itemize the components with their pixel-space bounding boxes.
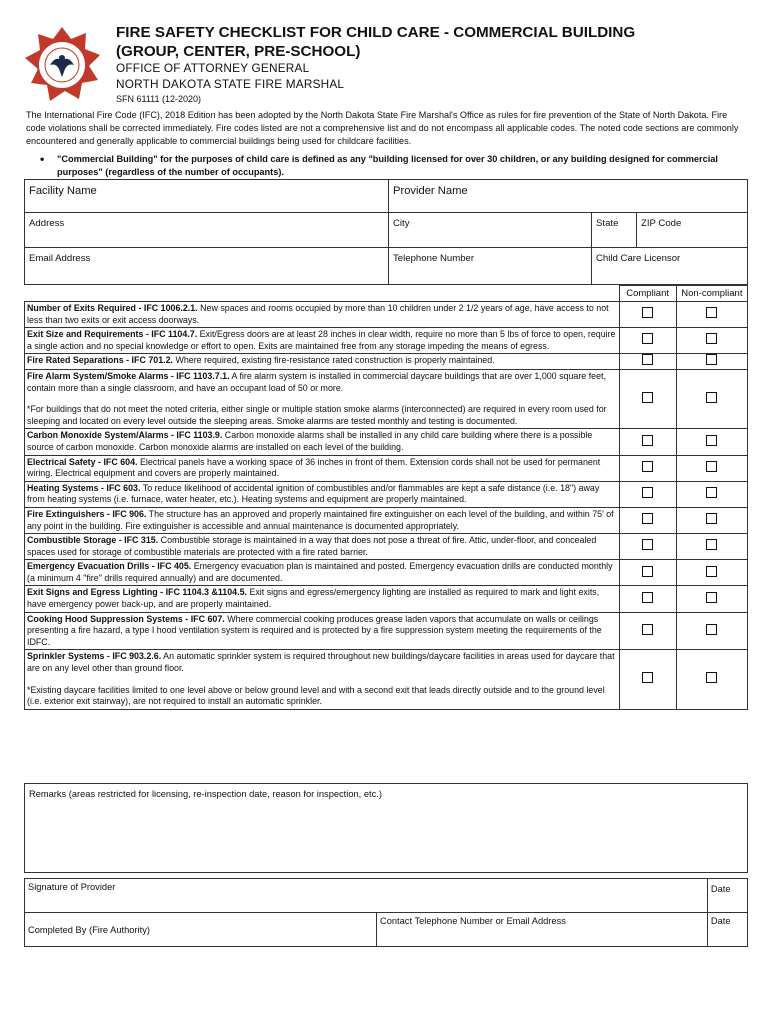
compliant-header: Compliant [619,286,676,302]
checklist-item-text [25,612,620,650]
non-compliant-cell [676,612,747,650]
non-compliant-cell [676,455,747,481]
compliant-cell [619,586,676,612]
compliant-checkbox[interactable] [642,307,653,318]
checklist-item-text [25,650,620,709]
non-compliant-cell [676,534,747,560]
checklist-item-title: Cooking Hood Suppression Systems - IFC 607. [27,613,225,624]
provider-date-label: Date [710,884,731,894]
checklist-item-title: Carbon Monoxide System/Alarms - IFC 1103.9. [27,430,223,441]
checklist-item-text [25,534,620,560]
non-compliant-checkbox[interactable] [706,487,717,498]
facility-name-label: Facility Name [29,185,97,197]
email-field[interactable] [25,248,389,285]
authority-date-field[interactable] [707,913,747,947]
checklist-item-text [25,481,620,507]
non-compliant-header: Non-compliant [676,286,747,302]
checklist-item-title: Number of Exits Required - IFC 1006.2.1. [27,303,198,313]
compliant-checkbox[interactable] [642,487,653,498]
checklist-item-description: Where required, existing fire-resistance rated construction is properly maintained. [173,355,495,366]
checklist-item-title: Fire Extinguishers - IFC 906. [27,508,147,519]
compliant-cell [619,650,676,709]
fire-marshal-seal-icon [22,25,102,105]
checklist-row [25,455,748,481]
remarks-label: Remarks (areas restricted for licensing, re-inspection date, reason for inspection, etc.) [29,789,382,799]
non-compliant-checkbox[interactable] [706,592,717,603]
checklist-item-title: Fire Alarm System/Smoke Alarms - IFC 1103.7.1. [27,370,230,381]
checklist-item-text [25,455,620,481]
compliant-checkbox[interactable] [642,624,653,635]
non-compliant-checkbox[interactable] [706,354,717,365]
checklist-row [25,650,748,709]
address-field[interactable] [25,213,389,248]
non-compliant-checkbox[interactable] [706,392,717,403]
compliant-checkbox[interactable] [642,435,653,446]
provider-name-label: Provider Name [393,185,468,197]
non-compliant-cell [676,302,747,328]
city-field[interactable] [389,213,592,248]
checklist-item-text [25,302,620,328]
checklist-item-description: Carbon monoxide alarms shall be installed in any child care building where there is a possible source of carbon monoxide. Carbon monoxide alarms are installed on each level of the building. [27,430,593,452]
compliant-cell [619,507,676,533]
compliant-cell [619,369,676,428]
compliant-cell [619,534,676,560]
compliant-checkbox[interactable] [642,333,653,344]
compliant-cell [619,302,676,328]
compliant-checkbox[interactable] [642,566,653,577]
checklist-item-description: New spaces and rooms occupied by more than 10 children under 2 1/2 years of age, have access to not less than two exits or exit access doorways. [27,303,609,325]
non-compliant-cell [676,560,747,586]
non-compliant-checkbox[interactable] [706,307,717,318]
non-compliant-checkbox[interactable] [706,435,717,446]
contact-field[interactable] [377,913,708,947]
checklist-row [25,429,748,455]
telephone-field[interactable] [389,248,592,285]
city-label: City [393,218,410,229]
compliant-cell [619,328,676,354]
definition-text: "Commercial Building" for the purposes of child care is defined as any "building licensed for over 30 children, or any building designed for commercial purposes" (regardless of the number of occupants). [57,154,718,177]
zip-field[interactable] [637,213,748,248]
completed-by-field[interactable] [25,913,377,947]
completed-by-label: Completed By (Fire Authority) [28,924,150,935]
email-label: Email Address [29,253,91,264]
title-line-1: FIRE SAFETY CHECKLIST FOR CHILD CARE - COMMERCIAL BUILDING [116,24,636,41]
checklist-item-description: Emergency evacuation plan is maintained and posted. Emergency evacuation drills are conducted monthly (a minimum 4 "fire" drills required annually) and are documented. [27,561,613,583]
form-title [116,23,756,61]
checklist-item-text [25,328,620,354]
checklist-row [25,369,748,428]
compliant-checkbox[interactable] [642,461,653,472]
contact-label: Contact Telephone Number or Email Address [380,916,566,926]
checklist-item-title: Combustible Storage - IFC 315. [27,535,159,546]
checklist-item-text [25,429,620,455]
non-compliant-cell [676,369,747,428]
checklist-item-description: Exit signs and egress/emergency lighting are installed as required to mark and light exits, have emergency power back-up, and are properly maintained. [27,587,600,610]
compliant-checkbox[interactable] [642,672,653,683]
checklist-item-title: Emergency Evacuation Drills - IFC 405. [27,561,192,572]
non-compliant-cell [676,481,747,507]
checklist-header-blank [25,286,620,302]
checklist-row [25,612,748,650]
provider-name-field[interactable] [389,180,748,213]
non-compliant-cell [676,429,747,455]
form-number: SFN 61111 (12-2020) [116,94,202,104]
facility-info-table [24,179,748,285]
checklist-item-text [25,560,620,586]
checklist-row [25,354,748,370]
compliant-checkbox[interactable] [642,592,653,603]
provider-signature-label: Signature of Provider [28,882,116,892]
checklist-item-description: Where commercial cooking produces grease laden vapors that accumulate on walls or ceilings presenting a fire hazard, a type I hood ventilation system is required and is protected by a fire suppression system meeting the requirements of the IDFC. [27,613,602,647]
compliant-cell [619,354,676,370]
checklist-row [25,328,748,354]
authority-date-label: Date [710,916,731,926]
non-compliant-cell [676,354,747,370]
non-compliant-cell [676,650,747,709]
non-compliant-checkbox[interactable] [706,672,717,683]
checklist-item-description: To reduce likelihood of accidental ignition of combustibles and/or flammables are kept a safe distance (i.e. 18") away from heating systems (i.e. furnace, water heater, etc.). Heating systems and equipment are properly maintained. [27,482,600,505]
checklist-item-text [25,369,620,428]
checklist-item-title: Exit Size and Requirements - IFC 1104.7. [27,329,198,340]
checklist-item-title: Sprinkler Systems - IFC 903.2.6. [27,651,162,662]
checklist-item-note: *For buildings that do not meet the noted criteria, either single or multiple station smoke alarms (interconnected) are required in every room used for sleeping and located on every level outside the sleeping areas. Smoke alarms are tested monthly and testing is documented. [27,404,607,426]
licensor-field[interactable] [592,248,748,285]
compliant-cell [619,560,676,586]
checklist-table [24,285,748,710]
non-compliant-cell [676,328,747,354]
compliant-checkbox[interactable] [642,539,653,550]
provider-signature-field[interactable] [25,879,708,913]
checklist-item-description: Combustible storage is maintained in a way that does not pose a threat of fire. Attic, under-floor, and concealed spaces used for storage of combustible materials are protected with a fire rated barrier. [27,535,597,557]
checklist-row [25,534,748,560]
licensor-label: Child Care Licensor [596,253,681,264]
checklist-item-title: Electrical Safety - IFC 604. [27,456,138,467]
checklist-item-description: Exit/Egress doors are at least 28 inches in clear width, require no more than 5 lbs of force to open, require a single action and no special knowledge or effort to open. Exits are maintained free from any storage impeding the means of egress. [27,329,616,351]
intro-paragraph: The International Fire Code (IFC), 2018 Edition has been adopted by the North Dakota State Fire Marshal's Office as rules for fire prevention of the State of North Dakota. Fire code violations shall be corrected immediately. Fire codes listed are not a comprehensive list and do not encompass all applicable codes. The noted code sections are commonly encountered and generally applicable to commercial buildings being used for childcare facilities. [26,110,739,146]
checklist-item-description: A fire alarm system is installed in commercial daycare buildings that are over 1,000 square feet, contain more than a single classroom, and have an occupant load of 50 or more. [27,370,606,393]
agency-name: NORTH DAKOTA STATE FIRE MARSHAL [116,77,345,91]
non-compliant-checkbox[interactable] [706,624,717,635]
checklist-row [25,481,748,507]
office-name: OFFICE OF ATTORNEY GENERAL [116,61,310,75]
non-compliant-checkbox[interactable] [706,539,717,550]
checklist-row [25,507,748,533]
non-compliant-checkbox[interactable] [706,513,717,524]
checklist-item-text [25,354,620,370]
non-compliant-checkbox[interactable] [706,566,717,577]
signature-table [24,878,748,947]
checklist-item-note: *Existing daycare facilities limited to one level above or below ground level and with a second exit that leads directly outside and to the ground level (i.e. exterior exit stairway), are not required to install an automatic sprinkler. [27,684,605,707]
checklist-item-title: Heating Systems - IFC 603. [27,482,141,493]
provider-date-field[interactable] [707,879,747,913]
compliant-checkbox[interactable] [642,392,653,403]
checklist-item-description: The structure has an approved and properly maintained fire extinguisher on each level of the building, and within 75' of any point in the building. Fire extinguisher is accessible and annual maintenance is documented appropriately. [27,508,614,531]
title-line-2: (GROUP, CENTER, PRE-SCHOOL) [116,43,361,60]
state-field[interactable] [592,213,637,248]
zip-label: ZIP Code [641,218,682,229]
checklist-item-text [25,586,620,612]
checklist-item-description: An automatic sprinkler system is required throughout new buildings/daycare facilities in areas used for daycare that are on any level other than ground floor. [27,651,615,674]
checklist-item-title: Exit Signs and Egress Lighting - IFC 1104.3 &1104.5. [27,587,247,598]
non-compliant-cell [676,586,747,612]
facility-name-field[interactable] [25,180,389,213]
telephone-label: Telephone Number [393,253,475,264]
checklist-item-description: Electrical panels have a working space of 36 inches in front of them. Extension cords shall not be used for permanent wiring. Electrical equipment and covers are properly maintained. [27,456,601,479]
non-compliant-cell [676,507,747,533]
remarks-field[interactable] [24,783,748,873]
address-label: Address [29,218,65,229]
compliant-cell [619,612,676,650]
compliant-checkbox[interactable] [642,354,653,365]
checklist-item-title: Fire Rated Separations - IFC 701.2. [27,355,173,366]
compliant-checkbox[interactable] [642,513,653,524]
state-label: State [596,218,619,229]
checklist-row [25,586,748,612]
checklist-row [25,560,748,586]
checklist-item-text [25,507,620,533]
compliant-cell [619,429,676,455]
checklist-row [25,302,748,328]
non-compliant-checkbox[interactable] [706,461,717,472]
compliant-cell [619,481,676,507]
bullet-icon: • [40,152,45,166]
non-compliant-checkbox[interactable] [706,333,717,344]
definition-bullet [40,153,740,179]
compliant-cell [619,455,676,481]
